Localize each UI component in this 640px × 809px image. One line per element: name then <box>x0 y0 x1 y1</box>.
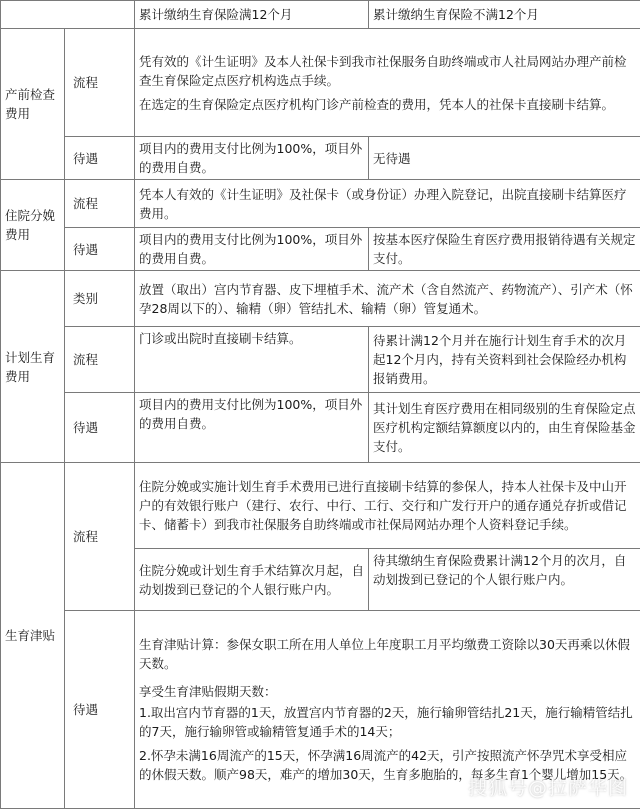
delivery-process-text: 凭本人有效的《计生证明》及社保卡（或身份证）办理入院登记，出院直接刷卡结算医疗费用。 <box>135 180 640 228</box>
allowance-benefit-row <box>1 611 640 809</box>
prenatal-benefit-a: 项目内的费用支付比例为100%，项目外的费用自费。 <box>135 137 369 180</box>
family-planning-process-a: 门诊或出院时直接刷卡结算。 <box>135 327 369 393</box>
prenatal-benefit-b: 无待遇 <box>369 137 640 180</box>
prenatal-process-text <box>135 29 640 137</box>
delivery-category: 住院分娩费用 <box>1 180 65 271</box>
header-corner <box>1 1 135 29</box>
allowance-process-label: 流程 <box>65 463 135 611</box>
family-planning-type-text: 放置（取出）宫内节育器、皮下埋植手术、流产术（含自然流产、药物流产）、引产术（怀孕28周以下的）、输精（卵）管结扎术、输精（卵）管复通术。 <box>135 271 640 327</box>
delivery-benefit-b: 按基本医疗保险生育医疗费用报销待遇有关规定支付。 <box>369 228 640 271</box>
delivery-benefit-label: 待遇 <box>65 228 135 271</box>
prenatal-process-label: 流程 <box>65 29 135 137</box>
family-planning-benefit-row <box>1 393 640 463</box>
prenatal-benefit-label: 待遇 <box>65 137 135 180</box>
allowance-benefit-label: 待遇 <box>65 611 135 809</box>
prenatal-process-paragraph-1: 凭有效的《计生证明》及本人社保卡到我市社保服务自助终端或市人社局网站办理产前检查生育保险定点医疗机构选点手续。 <box>139 52 636 90</box>
delivery-benefit-row <box>1 228 640 271</box>
allowance-benefit-text <box>135 611 640 809</box>
prenatal-category: 产前检查费用 <box>1 29 65 180</box>
allowance-category: 生育津贴 <box>1 463 65 809</box>
family-planning-benefit-b: 其计划生育医疗费用在相同级别的生育保险定点医疗机构定额结算额度以内的，由生育保险基金支付。 <box>369 393 640 463</box>
allowance-benefit-paragraph-3: 1.取出宫内节育器的1天，放置宫内节育器的2天，施行输卵管结扎21天，施行输精管结扎的7天，施行输卵管或输精管复通手术的14天； <box>139 703 636 741</box>
delivery-benefit-a: 项目内的费用支付比例为100%，项目外的费用自费。 <box>135 228 369 271</box>
family-planning-type-label: 类别 <box>65 271 135 327</box>
allowance-process-text: 住院分娩或实施计划生育手术费用已进行直接刷卡结算的参保人，持本人社保卡及中山开户的有效银行账户（建行、农行、中行、工行、交行和广发行开户的通存通兑存折或借记卡、储蓄卡）到我市社保服务自助终端或市社保局网站办理个人资料登记手续。 <box>135 463 640 549</box>
family-planning-process-row <box>1 327 640 393</box>
prenatal-process-paragraph-2: 在选定的生育保险定点医疗机构门诊产前检查的费用，凭本人的社保卡直接刷卡结算。 <box>139 95 636 114</box>
header-row <box>1 1 640 29</box>
family-planning-process-b: 待累计满12个月并在施行计划生育手术的次月起12个月内，持有关资料到社会保险经办机构报销费用。 <box>369 327 640 393</box>
delivery-process-row <box>1 180 640 228</box>
watermark: 搜狐号@拉萨华图 <box>468 773 628 800</box>
allowance-benefit-paragraph-4: 2.怀孕未满16周流产的15天，怀孕满16周流产的42天，引产按照流产怀孕咒术享受相应的休假天数。顺产98天，难产的增加30天，生育多胞胎的，每多生育1个婴儿增加15天。 <box>139 746 636 784</box>
allowance-process-a: 住院分娩或计划生育手术结算次月起，自动划拨到已登记的个人银行账户内。 <box>135 549 369 611</box>
family-planning-category: 计划生育费用 <box>1 271 65 463</box>
header-paid-under-12-months: 累计缴纳生育保险不满12个月 <box>369 1 640 29</box>
family-planning-benefit-label: 待遇 <box>65 393 135 463</box>
allowance-benefit-paragraph-1: 生育津贴计算：参保女职工所在用人单位上年度职工月平均缴费工资除以30天再乘以休假天数。 <box>139 635 636 673</box>
family-planning-process-label: 流程 <box>65 327 135 393</box>
allowance-process-row-1 <box>1 463 640 549</box>
family-planning-type-row <box>1 271 640 327</box>
prenatal-benefit-row <box>1 137 640 180</box>
delivery-process-label: 流程 <box>65 180 135 228</box>
family-planning-benefit-a: 项目内的费用支付比例为100%，项目外的费用自费。 <box>135 393 369 463</box>
header-paid-12-months: 累计缴纳生育保险满12个月 <box>135 1 369 29</box>
allowance-process-b: 待其缴纳生育保险费累计满12个月的次月，自动划拨到已登记的个人银行账户内。 <box>369 549 640 611</box>
allowance-benefit-paragraph-2: 享受生育津贴假期天数： <box>139 682 636 701</box>
prenatal-process-row <box>1 29 640 137</box>
